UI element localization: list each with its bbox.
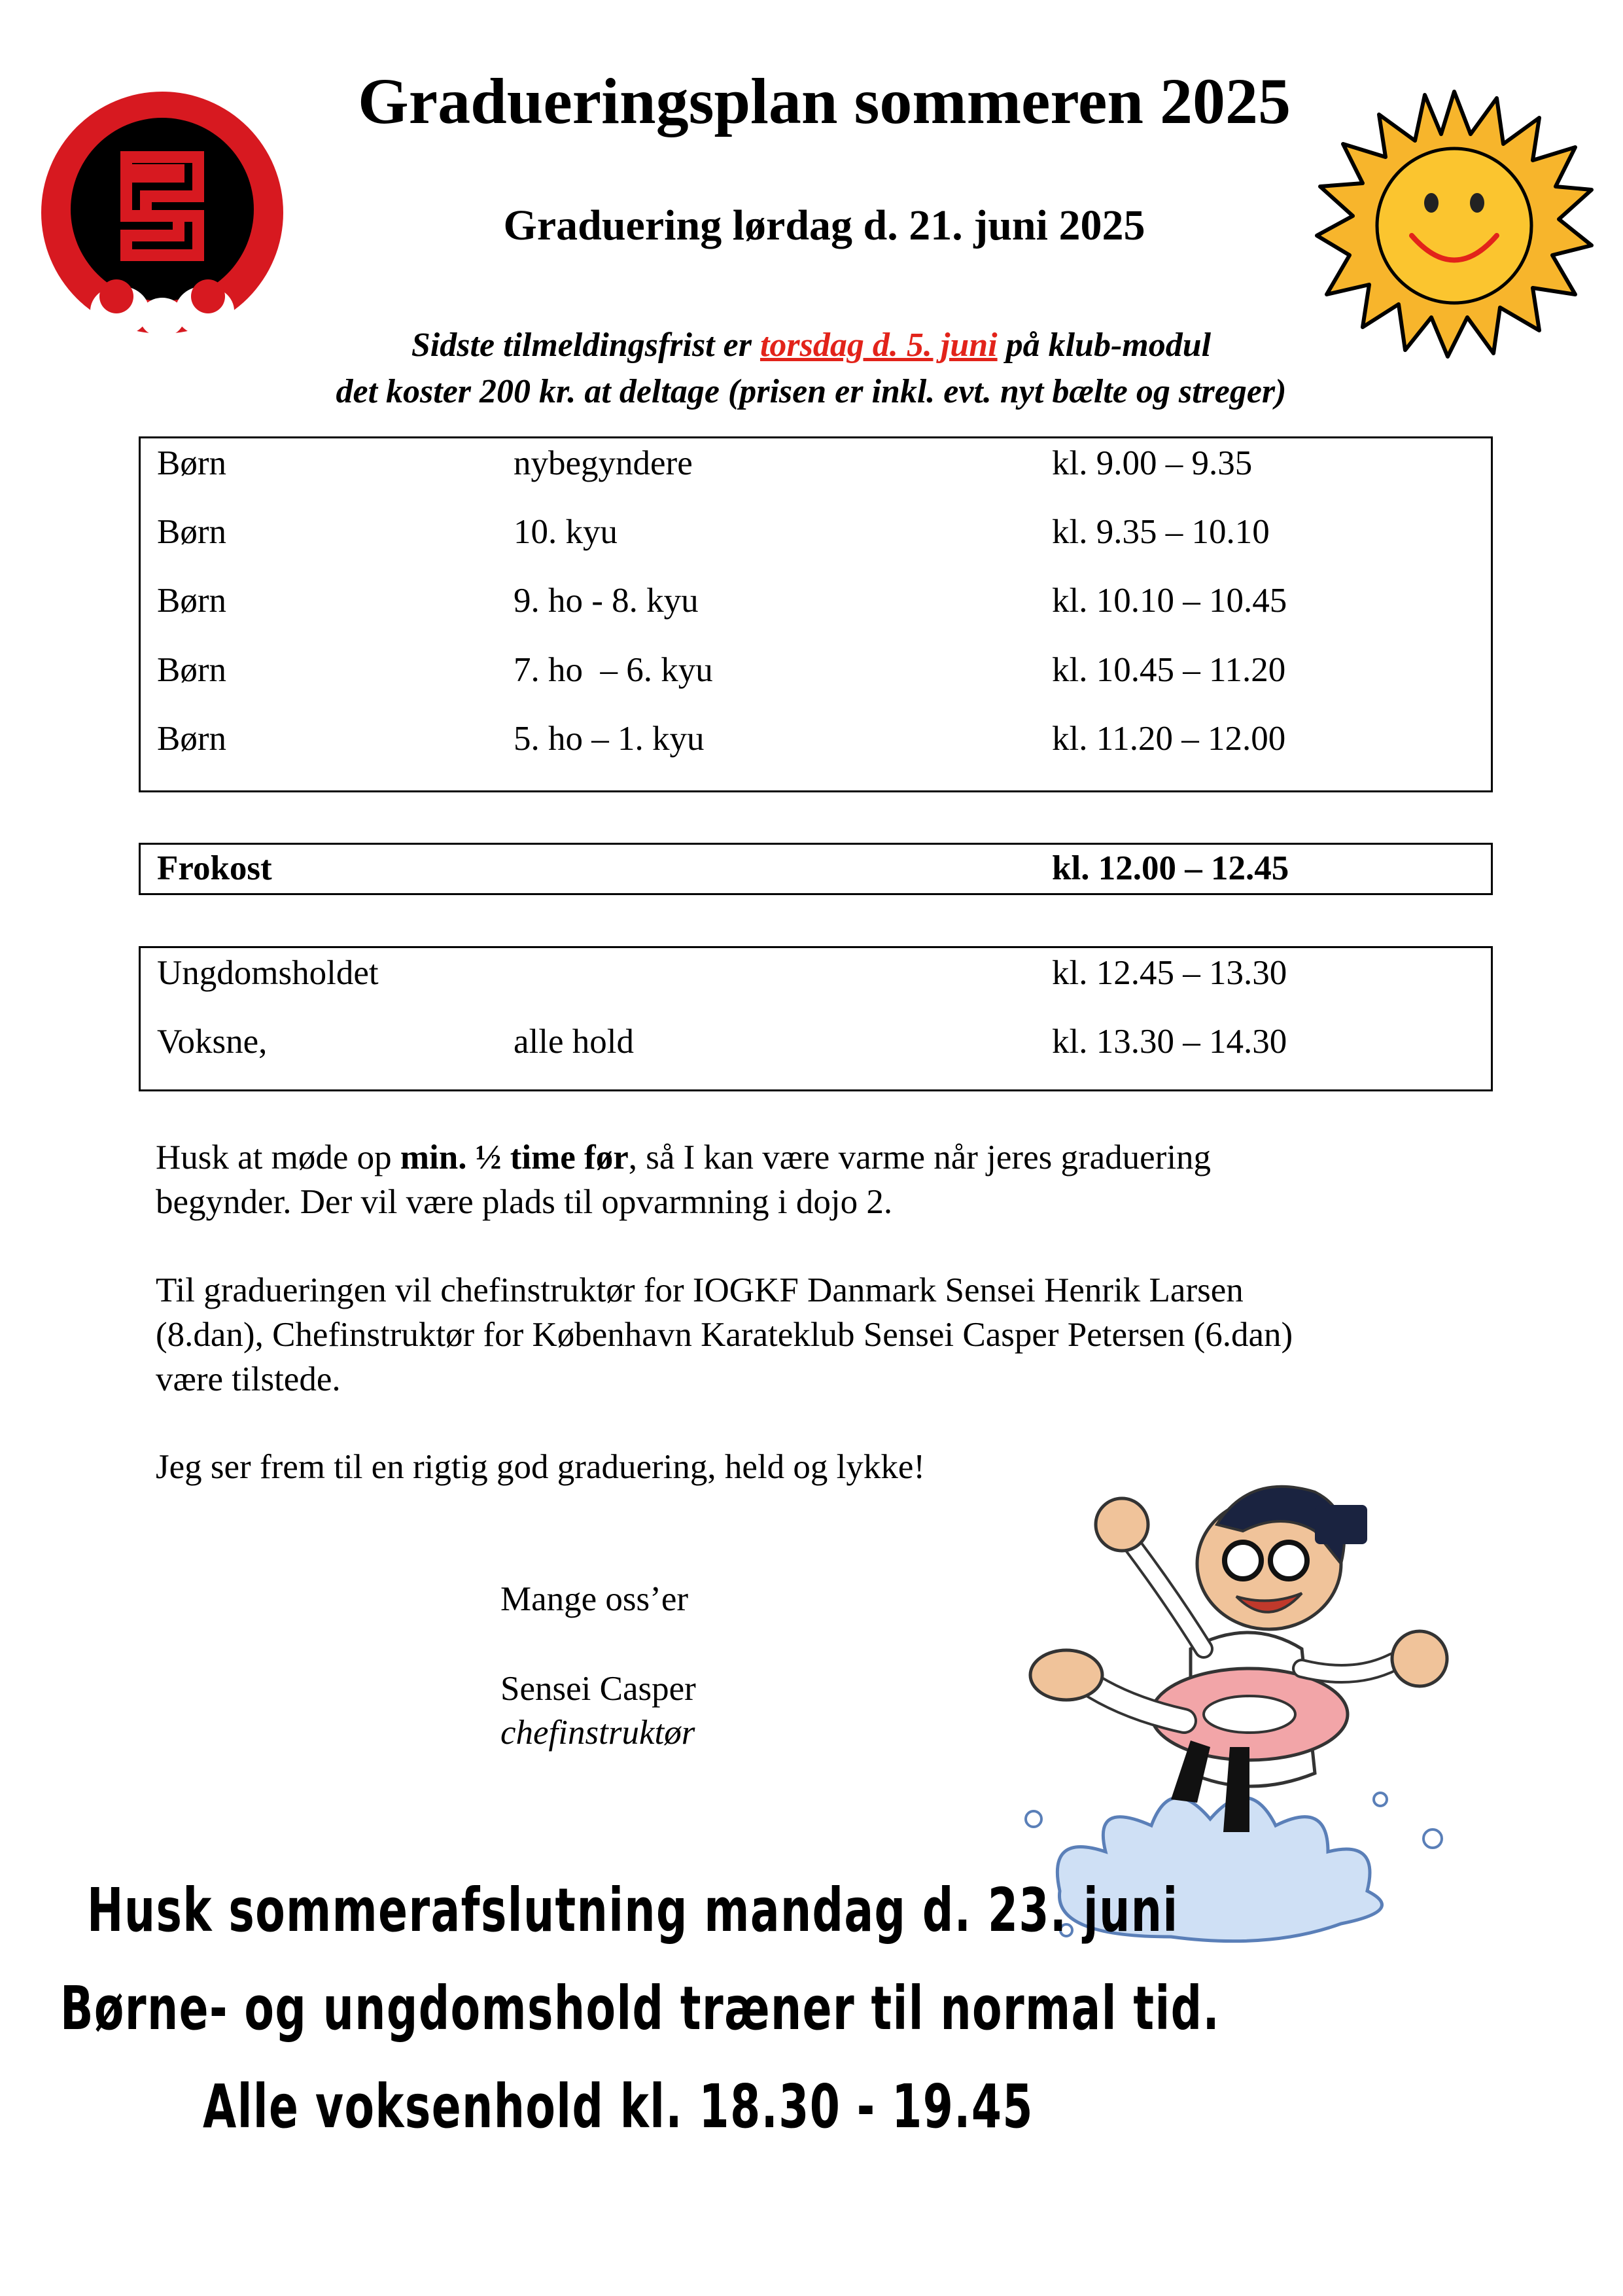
level-cell: 10. kyu (514, 513, 618, 551)
text-line: (8.dan), Chefinstruktør for København Karateklub Sensei Casper Petersen (6.dan) (156, 1316, 1293, 1354)
time-cell: kl. 9.00 – 9.35 (1052, 444, 1253, 482)
time-cell: kl. 11.20 – 12.00 (1052, 720, 1286, 758)
table-row (141, 444, 1491, 509)
closing-wish: Jeg ser frem til en rigtig god graduering, held og lykke! (156, 1448, 925, 1486)
emphasis-text: min. ½ time før (400, 1139, 629, 1176)
table-row (141, 650, 1491, 716)
time-cell: kl. 9.35 – 10.10 (1052, 513, 1270, 551)
text-line: være tilstede. (156, 1360, 341, 1398)
group-cell: Børn (157, 720, 226, 758)
level-cell: alle hold (514, 1023, 634, 1061)
summer-closing-notice: Husk sommerafslutning mandag d. 23. juni (87, 1875, 1179, 1945)
group-cell: Børn (157, 513, 226, 551)
lunch-label: Frokost (157, 849, 272, 887)
lunch-time: kl. 12.00 – 12.45 (1052, 849, 1289, 887)
text-line: begynder. Der vil være plads til opvarmning i dojo 2. (156, 1183, 893, 1221)
arrival-reminder (156, 1135, 1464, 1224)
group-cell: Børn (157, 651, 226, 689)
group-cell: Børn (157, 444, 226, 482)
registration-deadline (196, 324, 1426, 367)
deadline-prefix: Sidste tilmeldingsfrist er (411, 327, 760, 364)
group-cell: Voksne, (157, 1023, 268, 1061)
club-logo (31, 88, 293, 350)
deadline-date: torsdag d. 5. juni (759, 327, 998, 364)
group-cell: Børn (157, 582, 226, 620)
level-cell: 5. ho – 1. kyu (514, 720, 705, 758)
level-cell: 9. ho - 8. kyu (514, 582, 699, 620)
adult-training-time: Alle voksenhold kl. 18.30 - 19.45 (203, 2072, 1034, 2142)
time-cell: kl. 10.10 – 10.45 (1052, 582, 1287, 620)
level-cell: nybegyndere (514, 444, 693, 482)
time-cell: kl. 12.45 – 13.30 (1052, 954, 1287, 992)
text-span: Husk at møde op (156, 1139, 400, 1176)
signature-role: chefinstruktør (500, 1714, 695, 1752)
price-info: det koster 200 kr. at deltage (prisen er inkl. evt. nyt bælte og streger) (336, 373, 1287, 410)
time-cell: kl. 13.30 – 14.30 (1052, 1023, 1287, 1061)
table-row (141, 581, 1491, 646)
graduation-date-heading: Graduering lørdag d. 21. juni 2025 (503, 202, 1145, 249)
group-cell: Ungdomsholdet (157, 954, 379, 992)
text-line: Til gradueringen vil chefinstruktør for IOGKF Danmark Sensei Henrik Larsen (156, 1271, 1244, 1309)
lunch-row (139, 843, 1493, 895)
training-time-notice: Børne- og ungdomshold træner til normal tid. (60, 1973, 1221, 2043)
instructors-paragraph (156, 1268, 1464, 1402)
table-row (141, 512, 1491, 578)
page-title: Gradueringsplan sommeren 2025 (358, 65, 1291, 137)
deadline-suffix: på klub-modul (997, 327, 1212, 364)
table-row (141, 953, 1491, 1019)
signature-name: Sensei Casper (500, 1670, 696, 1708)
table-row (141, 1022, 1491, 1087)
table-row (141, 719, 1491, 785)
sun-icon (1314, 85, 1595, 360)
text-span: , så I kan være varme når jeres graduering (628, 1139, 1212, 1176)
adult-schedule-table (139, 946, 1493, 1091)
level-cell: 7. ho – 6. kyu (514, 651, 713, 689)
children-schedule-table (139, 436, 1493, 792)
signature-greeting: Mange oss’er (500, 1580, 688, 1618)
time-cell: kl. 10.45 – 11.20 (1052, 651, 1286, 689)
